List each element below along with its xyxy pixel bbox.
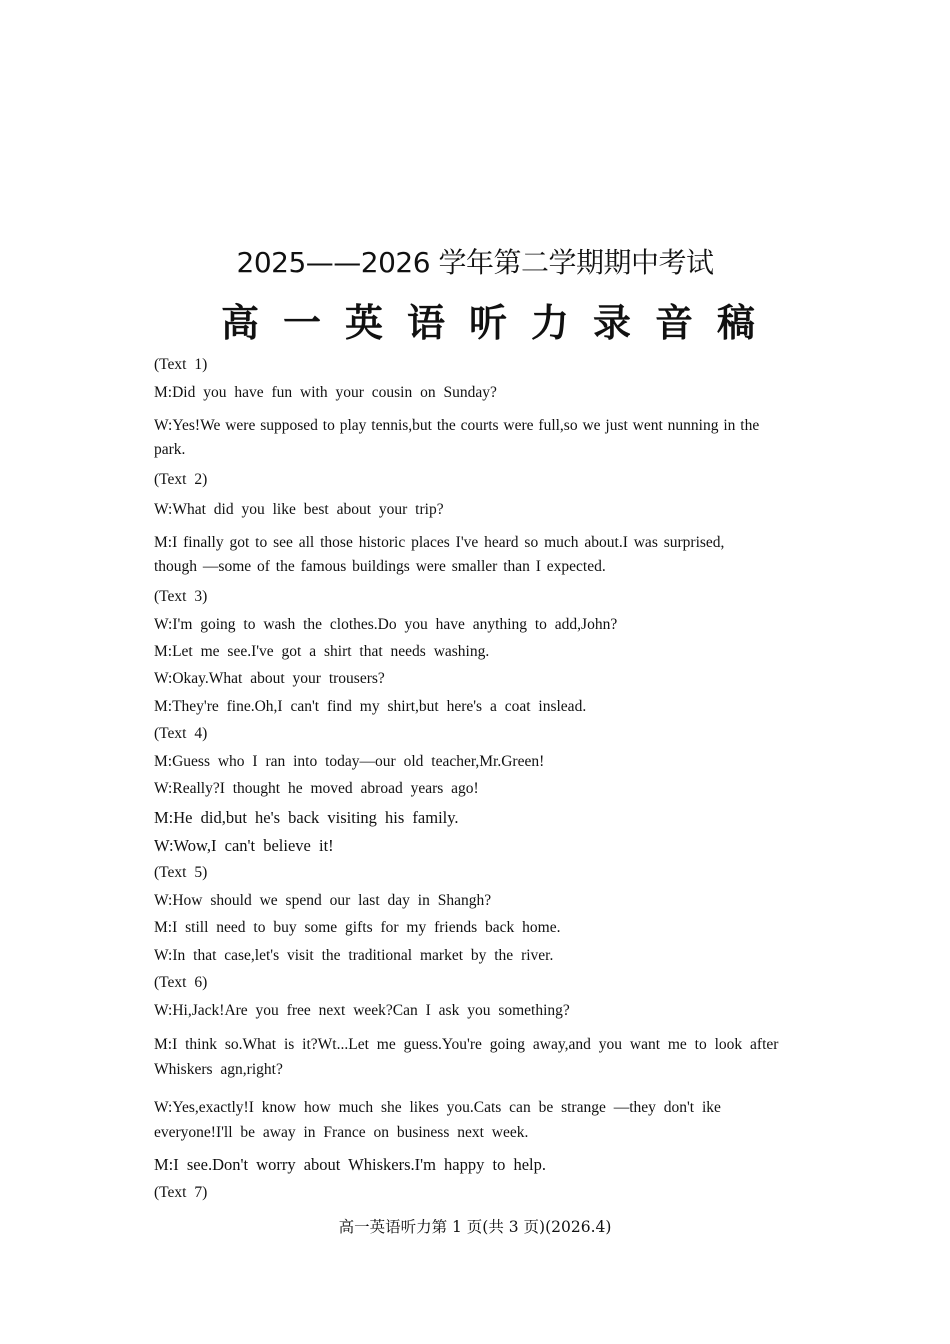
dialogue-line: W:Yes!We were supposed to play tennis,but the courts were full,so we just went nunning in the park.	[154, 417, 760, 458]
dialogue-line: M:Did you have fun with your cousin on Sunday?	[154, 384, 497, 401]
dialogue-line: M:He did,but he's back visiting his family.	[154, 808, 459, 827]
section-heading-text-4: (Text 4)	[154, 725, 208, 742]
exam-title: 2025——2026 学年第二学期期中考试	[236, 246, 714, 279]
section-heading-text-7: (Text 7)	[154, 1184, 208, 1201]
dialogue-line: W:Yes,exactly!I know how much she likes you.Cats can be strange —they don't ike everyone!I'll be away in France on business next week.	[154, 1099, 721, 1141]
dialogue-line: M:Let me see.I've got a shirt that needs washing.	[154, 643, 490, 660]
section-heading-text-5: (Text 5)	[154, 864, 208, 881]
dialogue-line: W:I'm going to wash the clothes.Do you have anything to add,John?	[154, 616, 618, 633]
page-footer: 高一英语听力第 1 页(共 3 页)(2026.4)	[338, 1218, 612, 1236]
dialogue-line: M:I still need to buy some gifts for my friends back home.	[154, 919, 561, 936]
dialogue-line: W:Really?I thought he moved abroad years ago!	[154, 780, 479, 797]
dialogue-line: M:I see.Don't worry about Whiskers.I'm happy to help.	[154, 1155, 546, 1174]
dialogue-line: W:How should we spend our last day in Shangh?	[154, 892, 492, 909]
dialogue-line: W:Okay.What about your trousers?	[154, 670, 385, 687]
dialogue-line: M:I finally got to see all those historic places I've heard so much about.I was surprised, though —some of the famous buildings were smaller than I expected.	[154, 534, 725, 575]
dialogue-line: W:What did you like best about your trip?	[154, 501, 444, 518]
dialogue-line: W:Hi,Jack!Are you free next week?Can I ask you something?	[154, 1002, 570, 1019]
section-heading-text-6: (Text 6)	[154, 974, 208, 991]
document-title: 高一英语听力录音稿	[220, 301, 779, 345]
dialogue-line: M:Guess who I ran into today—our old teacher,Mr.Green!	[154, 753, 545, 770]
dialogue-line: M:I think so.What is it?Wt...Let me guess.You're going away,and you want me to look after Whiskers agn,right?	[154, 1036, 779, 1078]
section-heading-text-3: (Text 3)	[154, 588, 208, 605]
dialogue-line: W:In that case,let's visit the traditional market by the river.	[154, 947, 554, 964]
dialogue-line: W:Wow,I can't believe it!	[154, 836, 334, 855]
dialogue-line: M:They're fine.Oh,I can't find my shirt,but here's a coat inslead.	[154, 698, 587, 715]
section-heading-text-1: (Text 1)	[154, 356, 208, 373]
section-heading-text-2: (Text 2)	[154, 471, 208, 488]
